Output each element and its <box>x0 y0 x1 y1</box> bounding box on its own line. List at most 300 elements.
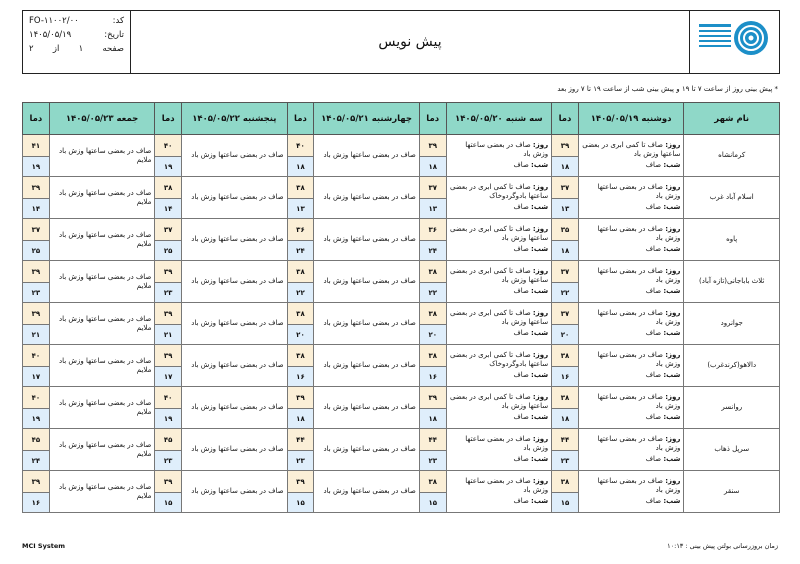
code-row <box>29 14 124 28</box>
day-prefix: روز: <box>532 435 549 443</box>
day-forecast-text: صاف در بعضی ساعتها وزش باد <box>323 193 416 201</box>
forecast-description <box>182 135 288 177</box>
night-forecast <box>450 287 549 296</box>
day-forecast <box>317 151 416 160</box>
min-temperature: ۲۰ <box>287 325 314 345</box>
city-name: دالاهو(کرندغرب) <box>684 345 780 387</box>
max-temperature: ۳۸ <box>287 303 314 325</box>
forecast-description <box>182 345 288 387</box>
forecast-description <box>314 429 420 471</box>
forecast-description <box>49 387 155 429</box>
day-forecast <box>317 487 416 496</box>
max-temperature: ۳۸ <box>155 177 182 199</box>
forecast-description <box>314 345 420 387</box>
max-temperature: ۳۵ <box>552 219 579 241</box>
max-temperature: ۴۴ <box>552 429 579 451</box>
max-temperature: ۳۹ <box>155 261 182 283</box>
day-forecast <box>53 315 152 333</box>
day-forecast-text: صاف در بعضی ساعتها وزش باد <box>191 361 284 369</box>
forecast-description <box>446 219 552 261</box>
forecast-description <box>314 177 420 219</box>
day-forecast <box>53 399 152 417</box>
day-forecast-text: صاف در بعضی ساعتها وزش باد <box>191 445 284 453</box>
forecast-description <box>49 261 155 303</box>
night-forecast <box>582 245 681 254</box>
night-prefix: شب: <box>531 203 549 211</box>
night-forecast-text: صاف <box>513 413 529 421</box>
min-temperature: ۱۹ <box>155 409 182 429</box>
forecast-description <box>314 261 420 303</box>
day-forecast-text: صاف در بعضی ساعتها وزش باد ملایم <box>59 398 152 416</box>
night-prefix: شب: <box>531 287 549 295</box>
night-prefix: شب: <box>663 245 681 253</box>
night-forecast <box>450 203 549 212</box>
forecast-description <box>182 429 288 471</box>
day-forecast <box>185 361 284 370</box>
night-prefix: شب: <box>531 413 549 421</box>
system-name: MCI System <box>22 542 65 550</box>
night-forecast <box>450 455 549 464</box>
min-temperature: ۱۸ <box>552 241 579 261</box>
city-row <box>23 219 780 241</box>
page-label: صفحه <box>102 44 124 54</box>
table-header-row <box>23 103 780 135</box>
day-forecast <box>185 193 284 202</box>
day-column-header: چهارشنبه ۱۴۰۵/۰۵/۲۱ <box>314 103 420 135</box>
day-forecast <box>450 183 549 201</box>
day-forecast-text: صاف در بعضی ساعتها وزش باد <box>323 487 416 495</box>
forecast-description <box>578 471 684 513</box>
day-forecast <box>582 435 681 453</box>
night-prefix: شب: <box>663 455 681 463</box>
day-prefix: روز: <box>532 267 549 275</box>
day-forecast <box>185 277 284 286</box>
night-forecast <box>582 455 681 464</box>
min-temperature: ۱۴ <box>155 199 182 219</box>
max-temperature: ۳۹ <box>23 471 50 493</box>
day-forecast <box>317 403 416 412</box>
night-forecast <box>582 287 681 296</box>
day-forecast <box>582 183 681 201</box>
page-current: ۱ <box>78 44 84 54</box>
document-header <box>22 10 780 74</box>
max-temperature: ۳۶ <box>419 219 446 241</box>
day-forecast-text: صاف در بعضی ساعتها وزش باد <box>597 393 681 410</box>
day-prefix: روز: <box>532 225 549 233</box>
day-forecast <box>53 189 152 207</box>
day-forecast-text: صاف در بعضی ساعتها وزش باد <box>597 225 681 242</box>
code-value: FO-۱۱۰۰۲/۰۰ <box>29 16 79 26</box>
day-forecast-text: صاف در بعضی ساعتها وزش باد ملایم <box>59 230 152 248</box>
max-temperature: ۴۴ <box>287 429 314 451</box>
day-forecast <box>53 483 152 501</box>
night-forecast <box>450 413 549 422</box>
max-temperature: ۳۹ <box>155 471 182 493</box>
night-prefix: شب: <box>531 245 549 253</box>
night-forecast <box>450 245 549 254</box>
max-temperature: ۳۸ <box>419 471 446 493</box>
day-forecast <box>450 267 549 285</box>
night-forecast-text: صاف <box>645 413 662 421</box>
min-temperature: ۲۲ <box>287 283 314 303</box>
day-prefix: روز: <box>532 183 549 191</box>
max-temperature: ۳۸ <box>552 387 579 409</box>
night-forecast-text: صاف <box>513 455 529 463</box>
min-temperature: ۱۵ <box>155 493 182 513</box>
day-forecast-text: صاف در بعضی ساعتها وزش باد <box>323 151 416 159</box>
night-prefix: شب: <box>663 161 681 169</box>
night-forecast-text: صاف <box>645 371 662 379</box>
day-forecast-text: صاف در بعضی ساعتها وزش باد <box>191 487 284 495</box>
day-column-header: دوشنبه ۱۴۰۵/۰۵/۱۹ <box>578 103 684 135</box>
min-temperature: ۱۸ <box>552 409 579 429</box>
min-temperature: ۱۸ <box>419 409 446 429</box>
document-meta <box>23 11 131 73</box>
max-temperature: ۳۹ <box>552 135 579 157</box>
day-prefix: روز: <box>665 393 681 401</box>
day-forecast <box>317 193 416 202</box>
min-temperature: ۱۷ <box>155 367 182 387</box>
day-forecast-text: صاف در بعضی ساعتها وزش باد <box>597 477 681 494</box>
forecast-description <box>446 135 552 177</box>
min-temperature: ۱۶ <box>287 367 314 387</box>
day-forecast <box>450 435 549 453</box>
day-prefix: روز: <box>665 267 681 275</box>
night-prefix: شب: <box>531 455 549 463</box>
date-label: تاریخ: <box>104 30 124 40</box>
max-temperature: ۳۷ <box>23 219 50 241</box>
max-temperature: ۴۰ <box>23 345 50 367</box>
max-temperature: ۳۷ <box>552 261 579 283</box>
forecast-description <box>314 387 420 429</box>
min-temperature: ۲۵ <box>23 241 50 261</box>
day-forecast-text: صاف در بعضی ساعتها وزش باد <box>191 403 284 411</box>
night-prefix: شب: <box>663 497 681 505</box>
forecast-description <box>314 471 420 513</box>
day-forecast-text: صاف در بعضی ساعتها وزش باد ملایم <box>59 482 152 500</box>
night-forecast-text: صاف <box>645 287 662 295</box>
min-temperature: ۲۳ <box>155 451 182 471</box>
day-column-header: سه شنبه ۱۴۰۵/۰۵/۲۰ <box>446 103 552 135</box>
temp-column-header: دما <box>419 103 446 135</box>
day-forecast <box>317 445 416 454</box>
day-forecast <box>53 231 152 249</box>
max-temperature: ۳۸ <box>419 261 446 283</box>
city-name: کرمانشاه <box>684 135 780 177</box>
night-forecast-text: صاف <box>513 329 529 337</box>
day-forecast <box>582 393 681 411</box>
night-prefix: شب: <box>663 287 681 295</box>
day-forecast-text: صاف تا کمی ابری در بعضی ساعتها وزش باد <box>582 141 681 158</box>
max-temperature: ۳۸ <box>287 345 314 367</box>
forecast-description <box>578 345 684 387</box>
day-forecast-text: صاف در بعضی ساعتها وزش باد <box>597 309 681 326</box>
day-forecast-text: صاف در بعضی ساعتها وزش باد <box>597 435 681 452</box>
max-temperature: ۳۹ <box>419 135 446 157</box>
max-temperature: ۳۹ <box>23 177 50 199</box>
min-temperature: ۲۳ <box>419 451 446 471</box>
day-forecast-text: صاف در بعضی ساعتها وزش باد <box>191 277 284 285</box>
day-forecast-text: صاف در بعضی ساعتها وزش باد <box>191 319 284 327</box>
min-temperature: ۱۳ <box>419 199 446 219</box>
day-forecast <box>53 441 152 459</box>
day-forecast-text: صاف در بعضی ساعتها وزش باد <box>323 445 416 453</box>
day-prefix: روز: <box>532 477 549 485</box>
city-column-header: نام شهر <box>684 103 780 135</box>
day-forecast-text: صاف تا کمی ابری در بعضی ساعتها بادوگردوخاک <box>449 351 549 368</box>
document-title: پیش نویس <box>378 34 442 50</box>
temp-column-header: دما <box>287 103 314 135</box>
night-forecast <box>582 497 681 506</box>
day-forecast-text: صاف در بعضی ساعتها وزش باد ملایم <box>59 272 152 290</box>
max-temperature: ۳۹ <box>23 303 50 325</box>
max-temperature: ۳۸ <box>419 345 446 367</box>
forecast-description <box>446 471 552 513</box>
night-prefix: شب: <box>663 329 681 337</box>
min-temperature: ۲۳ <box>287 451 314 471</box>
max-temperature: ۳۷ <box>552 177 579 199</box>
night-forecast <box>582 161 681 170</box>
night-prefix: شب: <box>531 329 549 337</box>
max-temperature: ۳۸ <box>552 471 579 493</box>
day-forecast <box>53 273 152 291</box>
day-forecast <box>582 267 681 285</box>
day-forecast-text: صاف تا کمی ابری در بعضی ساعتها وزش باد <box>449 309 549 326</box>
min-temperature: ۲۰ <box>552 325 579 345</box>
day-forecast-text: صاف در بعضی ساعتها وزش باد <box>465 141 549 158</box>
page-total: ۲ <box>29 44 34 54</box>
day-forecast-text: صاف در بعضی ساعتها وزش باد ملایم <box>59 356 152 374</box>
forecast-description <box>578 303 684 345</box>
max-temperature: ۳۹ <box>155 345 182 367</box>
day-forecast <box>450 141 549 159</box>
min-temperature: ۲۴ <box>287 241 314 261</box>
max-temperature: ۳۸ <box>287 261 314 283</box>
forecast-description <box>446 303 552 345</box>
min-temperature: ۱۵ <box>287 493 314 513</box>
forecast-description <box>446 345 552 387</box>
day-forecast-text: صاف تا کمی ابری در بعضی ساعتها بادوگردوخاک <box>449 183 549 200</box>
day-forecast-text: صاف در بعضی ساعتها وزش باد <box>465 477 549 494</box>
min-temperature: ۱۴ <box>23 199 50 219</box>
temp-column-header: دما <box>23 103 50 135</box>
min-temperature: ۱۶ <box>419 367 446 387</box>
day-prefix: روز: <box>665 183 681 191</box>
forecast-description <box>314 135 420 177</box>
day-forecast <box>185 235 284 244</box>
forecast-description <box>49 303 155 345</box>
day-forecast <box>582 141 681 159</box>
forecast-description <box>182 261 288 303</box>
day-forecast <box>450 351 549 369</box>
min-temperature: ۲۴ <box>23 451 50 471</box>
day-forecast <box>582 309 681 327</box>
city-name: اسلام آباد غرب <box>684 177 780 219</box>
forecast-description <box>182 177 288 219</box>
min-temperature: ۱۸ <box>287 157 314 177</box>
night-forecast-text: صاف <box>645 245 662 253</box>
min-temperature: ۱۳ <box>552 199 579 219</box>
min-temperature: ۲۱ <box>155 325 182 345</box>
min-temperature: ۱۸ <box>552 157 579 177</box>
night-forecast-text: صاف <box>513 161 529 169</box>
max-temperature: ۳۷ <box>155 219 182 241</box>
city-name: پاوه <box>684 219 780 261</box>
max-temperature: ۳۶ <box>287 219 314 241</box>
day-prefix: روز: <box>665 351 681 359</box>
day-forecast-text: صاف تا کمی ابری در بعضی ساعتها وزش باد <box>449 393 549 410</box>
day-prefix: روز: <box>665 309 681 317</box>
max-temperature: ۴۰ <box>155 387 182 409</box>
day-forecast-text: صاف تا کمی ابری در بعضی ساعتها وزش باد <box>449 225 549 242</box>
organization-logo <box>689 11 779 73</box>
forecast-description <box>578 177 684 219</box>
max-temperature: ۳۸ <box>419 303 446 325</box>
min-temperature: ۲۳ <box>155 283 182 303</box>
temp-column-header: دما <box>155 103 182 135</box>
city-row <box>23 135 780 157</box>
min-temperature: ۱۹ <box>23 157 50 177</box>
day-forecast <box>317 235 416 244</box>
forecast-description <box>49 345 155 387</box>
city-row <box>23 429 780 451</box>
night-prefix: شب: <box>531 161 549 169</box>
forecast-description <box>578 135 684 177</box>
min-temperature: ۱۹ <box>155 157 182 177</box>
forecast-description <box>49 429 155 471</box>
forecast-description <box>49 471 155 513</box>
date-row <box>29 28 124 42</box>
max-temperature: ۳۹ <box>287 471 314 493</box>
day-forecast <box>450 309 549 327</box>
day-forecast <box>317 361 416 370</box>
day-forecast-text: صاف در بعضی ساعتها وزش باد <box>323 277 416 285</box>
forecast-description <box>182 471 288 513</box>
city-row <box>23 261 780 283</box>
day-prefix: روز: <box>665 225 681 233</box>
day-column-header: جمعه ۱۴۰۵/۰۵/۲۳ <box>49 103 155 135</box>
day-prefix: روز: <box>665 435 681 443</box>
day-forecast-text: صاف در بعضی ساعتها وزش باد <box>323 235 416 243</box>
day-forecast <box>450 477 549 495</box>
min-temperature: ۱۹ <box>23 409 50 429</box>
city-name: جوانرود <box>684 303 780 345</box>
night-forecast-text: صاف <box>645 203 662 211</box>
min-temperature: ۱۸ <box>287 409 314 429</box>
night-prefix: شب: <box>663 413 681 421</box>
day-prefix: روز: <box>532 309 549 317</box>
day-prefix: روز: <box>532 351 549 359</box>
night-prefix: شب: <box>531 371 549 379</box>
day-forecast-text: صاف تا کمی ابری در بعضی ساعتها وزش باد <box>449 267 549 284</box>
day-forecast <box>185 487 284 496</box>
min-temperature: ۲۲ <box>419 283 446 303</box>
min-temperature: ۱۶ <box>23 493 50 513</box>
night-prefix: شب: <box>531 497 549 505</box>
forecast-description <box>49 177 155 219</box>
max-temperature: ۴۰ <box>287 135 314 157</box>
max-temperature: ۴۵ <box>23 429 50 451</box>
night-forecast <box>582 413 681 422</box>
day-forecast-text: صاف در بعضی ساعتها وزش باد <box>597 267 681 284</box>
min-temperature: ۱۷ <box>23 367 50 387</box>
day-forecast <box>317 319 416 328</box>
max-temperature: ۳۷ <box>552 303 579 325</box>
city-name: روانسر <box>684 387 780 429</box>
max-temperature: ۴۰ <box>23 387 50 409</box>
max-temperature: ۴۴ <box>419 429 446 451</box>
max-temperature: ۳۹ <box>155 303 182 325</box>
max-temperature: ۳۸ <box>287 177 314 199</box>
max-temperature: ۳۹ <box>23 261 50 283</box>
night-forecast <box>450 497 549 506</box>
forecast-table <box>22 102 780 513</box>
day-forecast <box>450 393 549 411</box>
forecast-description <box>446 387 552 429</box>
code-label: کد: <box>112 16 124 26</box>
night-forecast <box>450 161 549 170</box>
temp-column-header: دما <box>552 103 579 135</box>
night-forecast-text: صاف <box>513 497 529 505</box>
forecast-description <box>182 387 288 429</box>
city-row <box>23 471 780 493</box>
day-forecast-text: صاف در بعضی ساعتها وزش باد <box>191 151 284 159</box>
min-temperature: ۱۵ <box>552 493 579 513</box>
night-forecast-text: صاف <box>645 455 662 463</box>
night-forecast-text: صاف <box>645 329 662 337</box>
city-name: سرپل ذهاب <box>684 429 780 471</box>
night-forecast-text: صاف <box>513 203 529 211</box>
day-forecast <box>450 225 549 243</box>
min-temperature: ۲۰ <box>419 325 446 345</box>
day-forecast-text: صاف در بعضی ساعتها وزش باد <box>323 403 416 411</box>
forecast-description <box>446 261 552 303</box>
max-temperature: ۴۵ <box>155 429 182 451</box>
page-of: از <box>52 44 60 54</box>
day-forecast <box>185 319 284 328</box>
page-row <box>29 42 124 56</box>
forecast-description <box>578 219 684 261</box>
day-prefix: روز: <box>665 141 681 149</box>
day-forecast <box>185 445 284 454</box>
min-temperature: ۲۲ <box>552 283 579 303</box>
forecast-description <box>314 219 420 261</box>
night-forecast <box>582 329 681 338</box>
forecast-description <box>314 303 420 345</box>
night-forecast-text: صاف <box>645 161 662 169</box>
max-temperature: ۳۸ <box>552 345 579 367</box>
max-temperature: ۴۰ <box>155 135 182 157</box>
day-forecast-text: صاف در بعضی ساعتها وزش باد ملایم <box>59 146 152 164</box>
night-forecast-text: صاف <box>513 371 529 379</box>
night-forecast <box>450 371 549 380</box>
day-forecast-text: صاف در بعضی ساعتها وزش باد <box>465 435 549 452</box>
night-forecast-text: صاف <box>645 497 662 505</box>
day-forecast <box>317 277 416 286</box>
day-prefix: روز: <box>532 141 549 149</box>
day-forecast <box>582 225 681 243</box>
day-forecast <box>582 477 681 495</box>
max-temperature: ۳۷ <box>419 177 446 199</box>
day-forecast <box>582 351 681 369</box>
day-prefix: روز: <box>532 393 549 401</box>
forecast-note: * پیش بینی روز از ساعت ۷ تا ۱۹ و پیش بینی شب از ساعت ۱۹ تا ۷ روز بعد <box>557 85 778 93</box>
day-forecast-text: صاف در بعضی ساعتها وزش باد ملایم <box>59 440 152 458</box>
day-forecast-text: صاف در بعضی ساعتها وزش باد <box>323 319 416 327</box>
night-prefix: شب: <box>663 203 681 211</box>
date-value: ۱۴۰۵/۰۵/۱۹ <box>29 30 72 40</box>
forecast-description <box>578 387 684 429</box>
